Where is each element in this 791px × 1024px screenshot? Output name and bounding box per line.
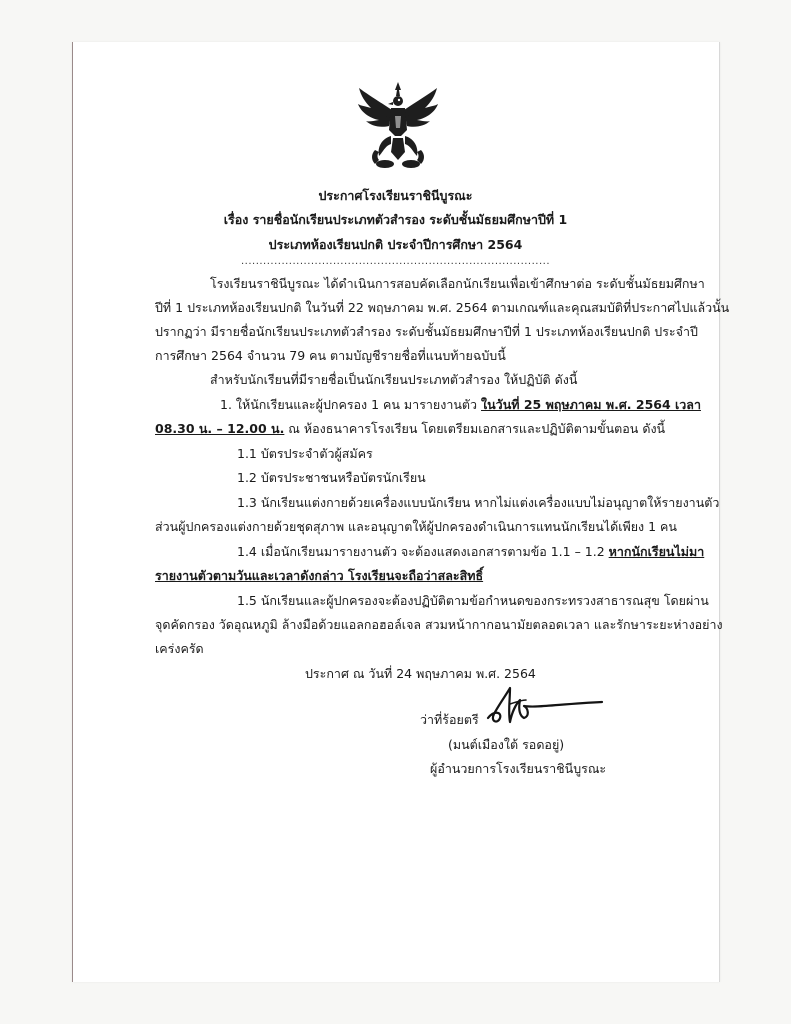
paragraph-line: สำหรับนักเรียนที่มีรายชื่อเป็นนักเรียนประเภทตัวสำรอง ให้ปฏิบัติ ดังนี้ <box>210 372 578 387</box>
garuda-emblem-icon <box>355 80 441 172</box>
item-1-text: ณ ห้องธนาคารโรงเรียน โดยเตรียมเอกสารและปฏิบัติตามขั้นตอน ดังนี้ <box>284 421 666 436</box>
sub-item: 1.5 นักเรียนและผู้ปกครองจะต้องปฏิบัติตามข้อกำหนดของกระทรวงสาธารณสุข โดยผ่าน <box>237 593 709 608</box>
forfeit-warning: รายงานตัวตามวันและเวลาดังกล่าว โรงเรียนจะถือว่าสละสิทธิ์ <box>155 568 484 583</box>
sub-item-text: 1.4 เมื่อนักเรียนมารายงานตัว จะต้องแสดงเอกสารตามข้อ 1.1 – 1.2 <box>237 544 609 559</box>
sub-item: 1.1 บัตรประจำตัวผู้สมัคร <box>237 446 373 461</box>
sub-item <box>237 544 704 560</box>
paragraph-line: การศึกษา 2564 จำนวน 79 คน ตามบัญชีรายชื่อที่แนบท้ายฉบับนี้ <box>155 348 506 363</box>
announcement-type: ประเภทห้องเรียนปกติ ประจำปีการศึกษา 2564 <box>268 237 523 252</box>
dotted-separator: .................................................................................... <box>240 256 550 267</box>
paragraph-line: ปรากฏว่า มีรายชื่อนักเรียนประเภทตัวสำรอง ระดับชั้นมัธยมศึกษาปีที่ 1 ประเภทห้องเรียนปกติ ประจำปี <box>155 324 698 339</box>
sub-item: 1.2 บัตรประชาชนหรือบัตรนักเรียน <box>237 470 426 485</box>
sub-item <box>155 568 483 584</box>
item-1-line <box>155 421 665 437</box>
announcement-subject: เรื่อง รายชื่อนักเรียนประเภทตัวสำรอง ระดับชั้นมัธยมศึกษาปีที่ 1 <box>223 212 568 227</box>
forfeit-warning: หากนักเรียนไม่มา <box>608 544 705 559</box>
signer-name: (มนต์เมืองใต้ รอดอยู่) <box>448 737 565 752</box>
announcement-date: ประกาศ ณ วันที่ 24 พฤษภาคม พ.ศ. 2564 <box>305 666 536 681</box>
sub-item: 1.3 นักเรียนแต่งกายด้วยเครื่องแบบนักเรียน หากไม่แต่งเครื่องแบบไม่อนุญาตให้รายงานตัว <box>237 495 720 510</box>
signature-icon <box>480 682 605 732</box>
paragraph-line: ปีที่ 1 ประเภทห้องเรียนปกติ ในวันที่ 22 พฤษภาคม พ.ศ. 2564 ตามเกณฑ์และคุณสมบัติที่ประกาศไปแล้วนั้น <box>155 300 730 315</box>
sub-item: จุดคัดกรอง วัดอุณหภูมิ ล้างมือด้วยแอลกอฮอล์เจล สวมหน้ากากอนามัยตลอดเวลา และรักษาระยะห่างอย่าง <box>155 617 723 632</box>
signer-rank: ว่าที่ร้อยตรี <box>420 712 479 727</box>
document-page <box>72 42 720 982</box>
sub-item: ส่วนผู้ปกครองแต่งกายด้วยชุดสุภาพ และอนุญาตให้ผู้ปกครองดำเนินการแทนนักเรียนได้เพียง 1 คน <box>155 519 677 534</box>
paragraph-line: โรงเรียนราชินีบูรณะ ได้ดำเนินการสอบคัดเลือกนักเรียนเพื่อเข้าศึกษาต่อ ระดับชั้นมัธยมศึกษา <box>210 276 705 291</box>
report-date-emphasis: ในวันที่ 25 พฤษภาคม พ.ศ. 2564 เวลา <box>481 397 701 412</box>
item-1-text: 1. ให้นักเรียนและผู้ปกครอง 1 คน มารายงานตัว <box>220 397 482 412</box>
item-1-line <box>220 397 701 413</box>
signer-position: ผู้อำนวยการโรงเรียนราชินีบูรณะ <box>430 761 607 776</box>
sub-item: เคร่งครัด <box>155 641 204 656</box>
announcement-title: ประกาศโรงเรียนราชินีบูรณะ <box>318 188 473 203</box>
report-time-emphasis: 08.30 น. – 12.00 น. <box>155 421 285 436</box>
